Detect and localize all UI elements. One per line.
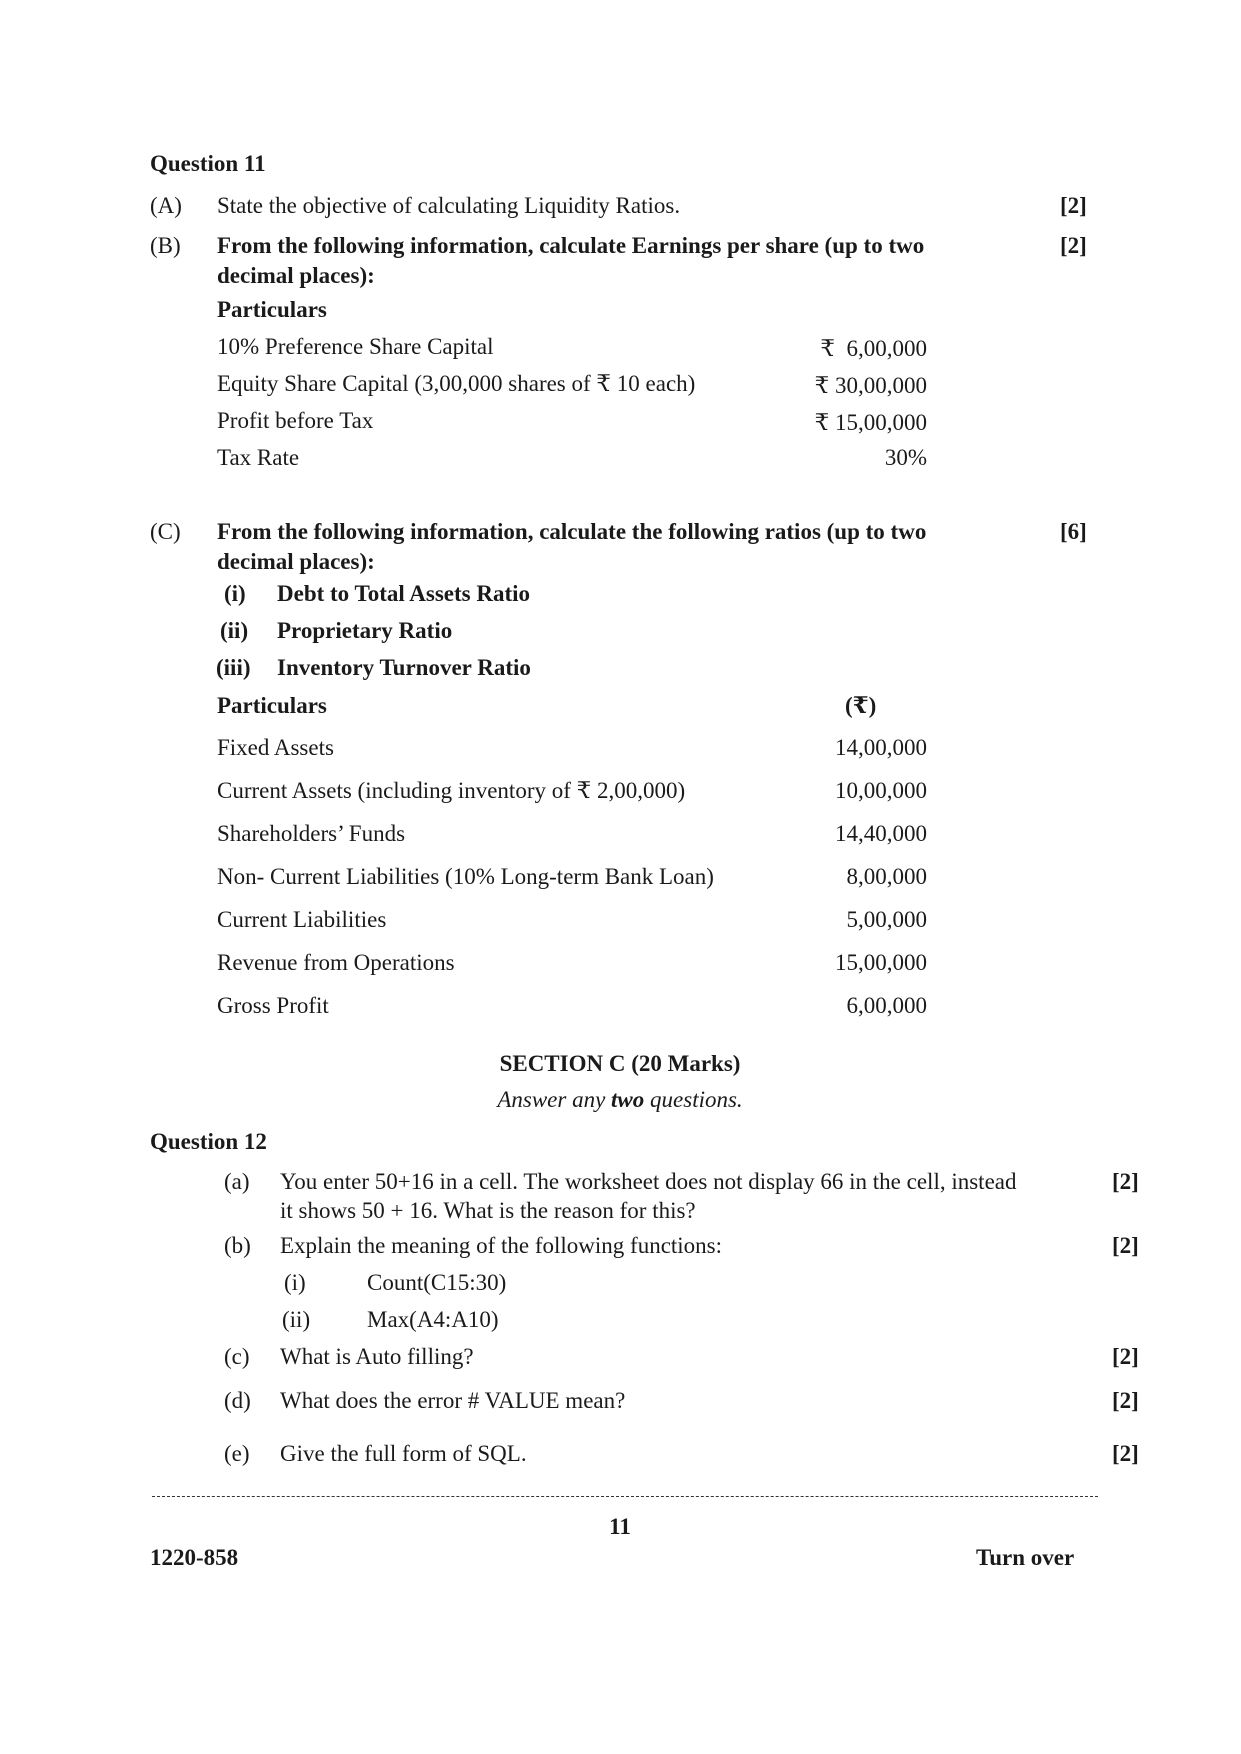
q12-item-line1: Explain the meaning of the following functions: — [280, 1233, 723, 1258]
part-b-row-value: ₹ 30,00,000 — [814, 373, 927, 398]
q12-b-sub-num: (ii) — [282, 1307, 311, 1332]
part-b-line2: decimal places): — [217, 263, 375, 288]
q12-item-label: (d) — [224, 1388, 251, 1413]
part-c-unit-header: (₹) — [845, 693, 877, 718]
part-a-text: State the objective of calculating Liquidity Ratios. — [217, 193, 681, 218]
part-b-row-label: Profit before Tax — [217, 408, 374, 433]
q12-item-line1: What does the error # VALUE mean? — [280, 1388, 626, 1413]
part-c-row-value: 8,00,000 — [846, 864, 927, 889]
part-c-row-label: Fixed Assets — [217, 735, 334, 760]
q12-item-line1: What is Auto filling? — [280, 1344, 474, 1369]
q12-item-label: (b) — [224, 1233, 251, 1258]
part-c-row-label: Non- Current Liabilities (10% Long-term Bank Loan) — [217, 864, 714, 889]
part-b-particulars-header: Particulars — [217, 297, 327, 322]
part-b-line1: From the following information, calculate Earnings per share (up to two — [217, 233, 925, 258]
part-c-particulars-header: Particulars — [217, 693, 327, 718]
q12-b-sub-text: Max(A4:A10) — [367, 1307, 499, 1332]
part-c-marks: [6] — [1060, 519, 1087, 544]
q12-item-marks: [2] — [1112, 1344, 1139, 1369]
q12-b-sub-num: (i) — [284, 1270, 306, 1295]
part-b-row-value: 30% — [884, 445, 927, 470]
q12-item-marks: [2] — [1112, 1169, 1139, 1194]
part-c-sub-num: (i) — [224, 581, 246, 606]
part-b-row-label: 10% Preference Share Capital — [217, 334, 494, 359]
section-c-title: SECTION C (20 Marks) — [499, 1051, 741, 1076]
part-c-line2: decimal places): — [217, 549, 375, 574]
part-a-label: (A) — [150, 193, 182, 218]
part-c-label: (C) — [150, 519, 181, 544]
part-c-sub-text: Inventory Turnover Ratio — [277, 655, 531, 680]
q12-item-line2: it shows 50 + 16. What is the reason for this? — [280, 1198, 696, 1223]
question-12-title: Question 12 — [150, 1129, 267, 1154]
part-c-sub-num: (iii) — [216, 655, 251, 680]
q12-item-marks: [2] — [1112, 1388, 1139, 1413]
section-c-instruction: Answer any two questions. — [497, 1087, 743, 1112]
part-c-sub-text: Proprietary Ratio — [277, 618, 453, 643]
part-b-row-label: Tax Rate — [217, 445, 300, 470]
part-c-row-value: 6,00,000 — [846, 993, 927, 1018]
part-c-row-value: 14,00,000 — [835, 735, 927, 760]
part-c-sub-num: (ii) — [220, 618, 249, 643]
turn-over-label: Turn over — [976, 1545, 1075, 1570]
part-c-sub-text: Debt to Total Assets Ratio — [277, 581, 531, 606]
question-11-title: Question 11 — [150, 151, 266, 176]
part-c-row-value: 5,00,000 — [846, 907, 927, 932]
part-c-row-label: Current Assets (including inventory of ₹ 2,00,000) — [217, 778, 686, 803]
footer-divider — [152, 1496, 1098, 1497]
part-c-row-value: 15,00,000 — [835, 950, 927, 975]
q12-item-marks: [2] — [1112, 1233, 1139, 1258]
paper-code: 1220-858 — [150, 1545, 239, 1570]
page-number: 11 — [609, 1514, 631, 1539]
part-b-row-label: Equity Share Capital (3,00,000 shares of ₹ 10 each) — [217, 371, 696, 396]
q12-item-line1: Give the full form of SQL. — [280, 1441, 527, 1466]
q12-item-label: (a) — [224, 1169, 250, 1194]
part-c-row-value: 10,00,000 — [835, 778, 927, 803]
q12-item-line1: You enter 50+16 in a cell. The worksheet does not display 66 in the cell, instead — [280, 1169, 1017, 1194]
part-b-row-value: ₹ 6,00,000 — [820, 336, 927, 361]
part-c-row-label: Current Liabilities — [217, 907, 387, 932]
part-b-marks: [2] — [1060, 233, 1087, 258]
part-c-row-label: Gross Profit — [217, 993, 329, 1018]
part-c-row-value: 14,40,000 — [835, 821, 927, 846]
q12-item-label: (c) — [224, 1344, 250, 1369]
part-b-row-value: ₹ 15,00,000 — [814, 410, 927, 435]
part-c-line1: From the following information, calculate the following ratios (up to two — [217, 519, 927, 544]
q12-b-sub-text: Count(C15:30) — [367, 1270, 507, 1295]
part-c-row-label: Shareholders’ Funds — [217, 821, 406, 846]
q12-item-label: (e) — [224, 1441, 250, 1466]
q12-item-marks: [2] — [1112, 1441, 1139, 1466]
part-b-label: (B) — [150, 233, 181, 258]
part-c-row-label: Revenue from Operations — [217, 950, 455, 975]
part-a-marks: [2] — [1060, 193, 1087, 218]
